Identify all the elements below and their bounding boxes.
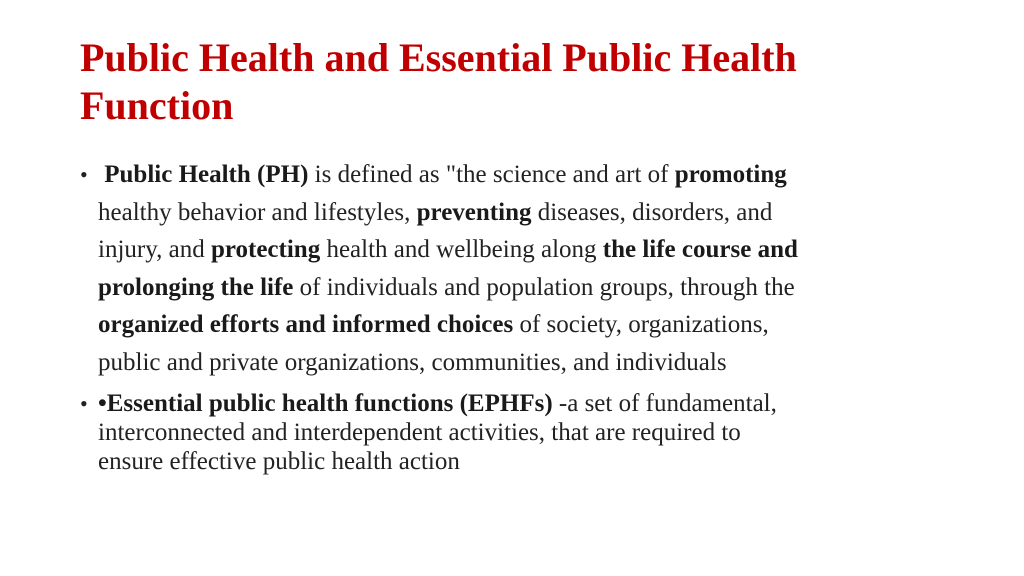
text-line bbox=[98, 194, 960, 232]
bold-term: promoting bbox=[674, 161, 787, 188]
text-run: injury, and bbox=[98, 236, 211, 263]
text-line bbox=[98, 156, 960, 194]
text-line bbox=[98, 269, 960, 307]
text-line bbox=[98, 306, 960, 344]
bullet-public-health-definition bbox=[80, 156, 960, 381]
text-line bbox=[98, 418, 960, 447]
slide-title bbox=[80, 34, 980, 130]
bold-term: the life course and bbox=[602, 236, 798, 263]
text-line bbox=[98, 389, 960, 418]
bold-term: •Essential public health functions (EPHFs) bbox=[98, 390, 553, 417]
bold-term: Public Health (PH) bbox=[104, 161, 309, 188]
bullet-icon: • bbox=[80, 391, 88, 416]
title-line-2: Function bbox=[80, 83, 234, 128]
text-line bbox=[98, 231, 960, 269]
text-run: diseases, disorders, and bbox=[531, 198, 773, 226]
text-run: interconnected and interdependent activities, that are required to bbox=[98, 419, 741, 446]
bold-term: protecting bbox=[210, 236, 321, 263]
text-run: -a set of fundamental, bbox=[552, 390, 777, 417]
text-run: of individuals and population groups, through the bbox=[293, 273, 795, 301]
bold-term: prolonging the life bbox=[98, 273, 294, 301]
text-run: health and wellbeing along bbox=[320, 236, 603, 263]
text-run: public and private organizations, communities, and individuals bbox=[98, 348, 727, 376]
text-run: is defined as "the science and art of bbox=[308, 161, 675, 188]
text-run: of society, organizations, bbox=[513, 311, 769, 338]
bold-term: preventing bbox=[416, 198, 532, 226]
bold-term: organized efforts and informed choices bbox=[98, 311, 514, 338]
text-run: ensure effective public health action bbox=[98, 448, 460, 475]
bullet-icon: • bbox=[80, 162, 88, 187]
text-line bbox=[98, 344, 960, 382]
text-run: healthy behavior and lifestyles, bbox=[98, 198, 417, 226]
text-line bbox=[98, 447, 960, 476]
title-line-1: Public Health and Essential Public Health bbox=[80, 35, 797, 80]
bullet-list bbox=[80, 156, 960, 476]
bullet-ephf-definition bbox=[80, 389, 960, 476]
